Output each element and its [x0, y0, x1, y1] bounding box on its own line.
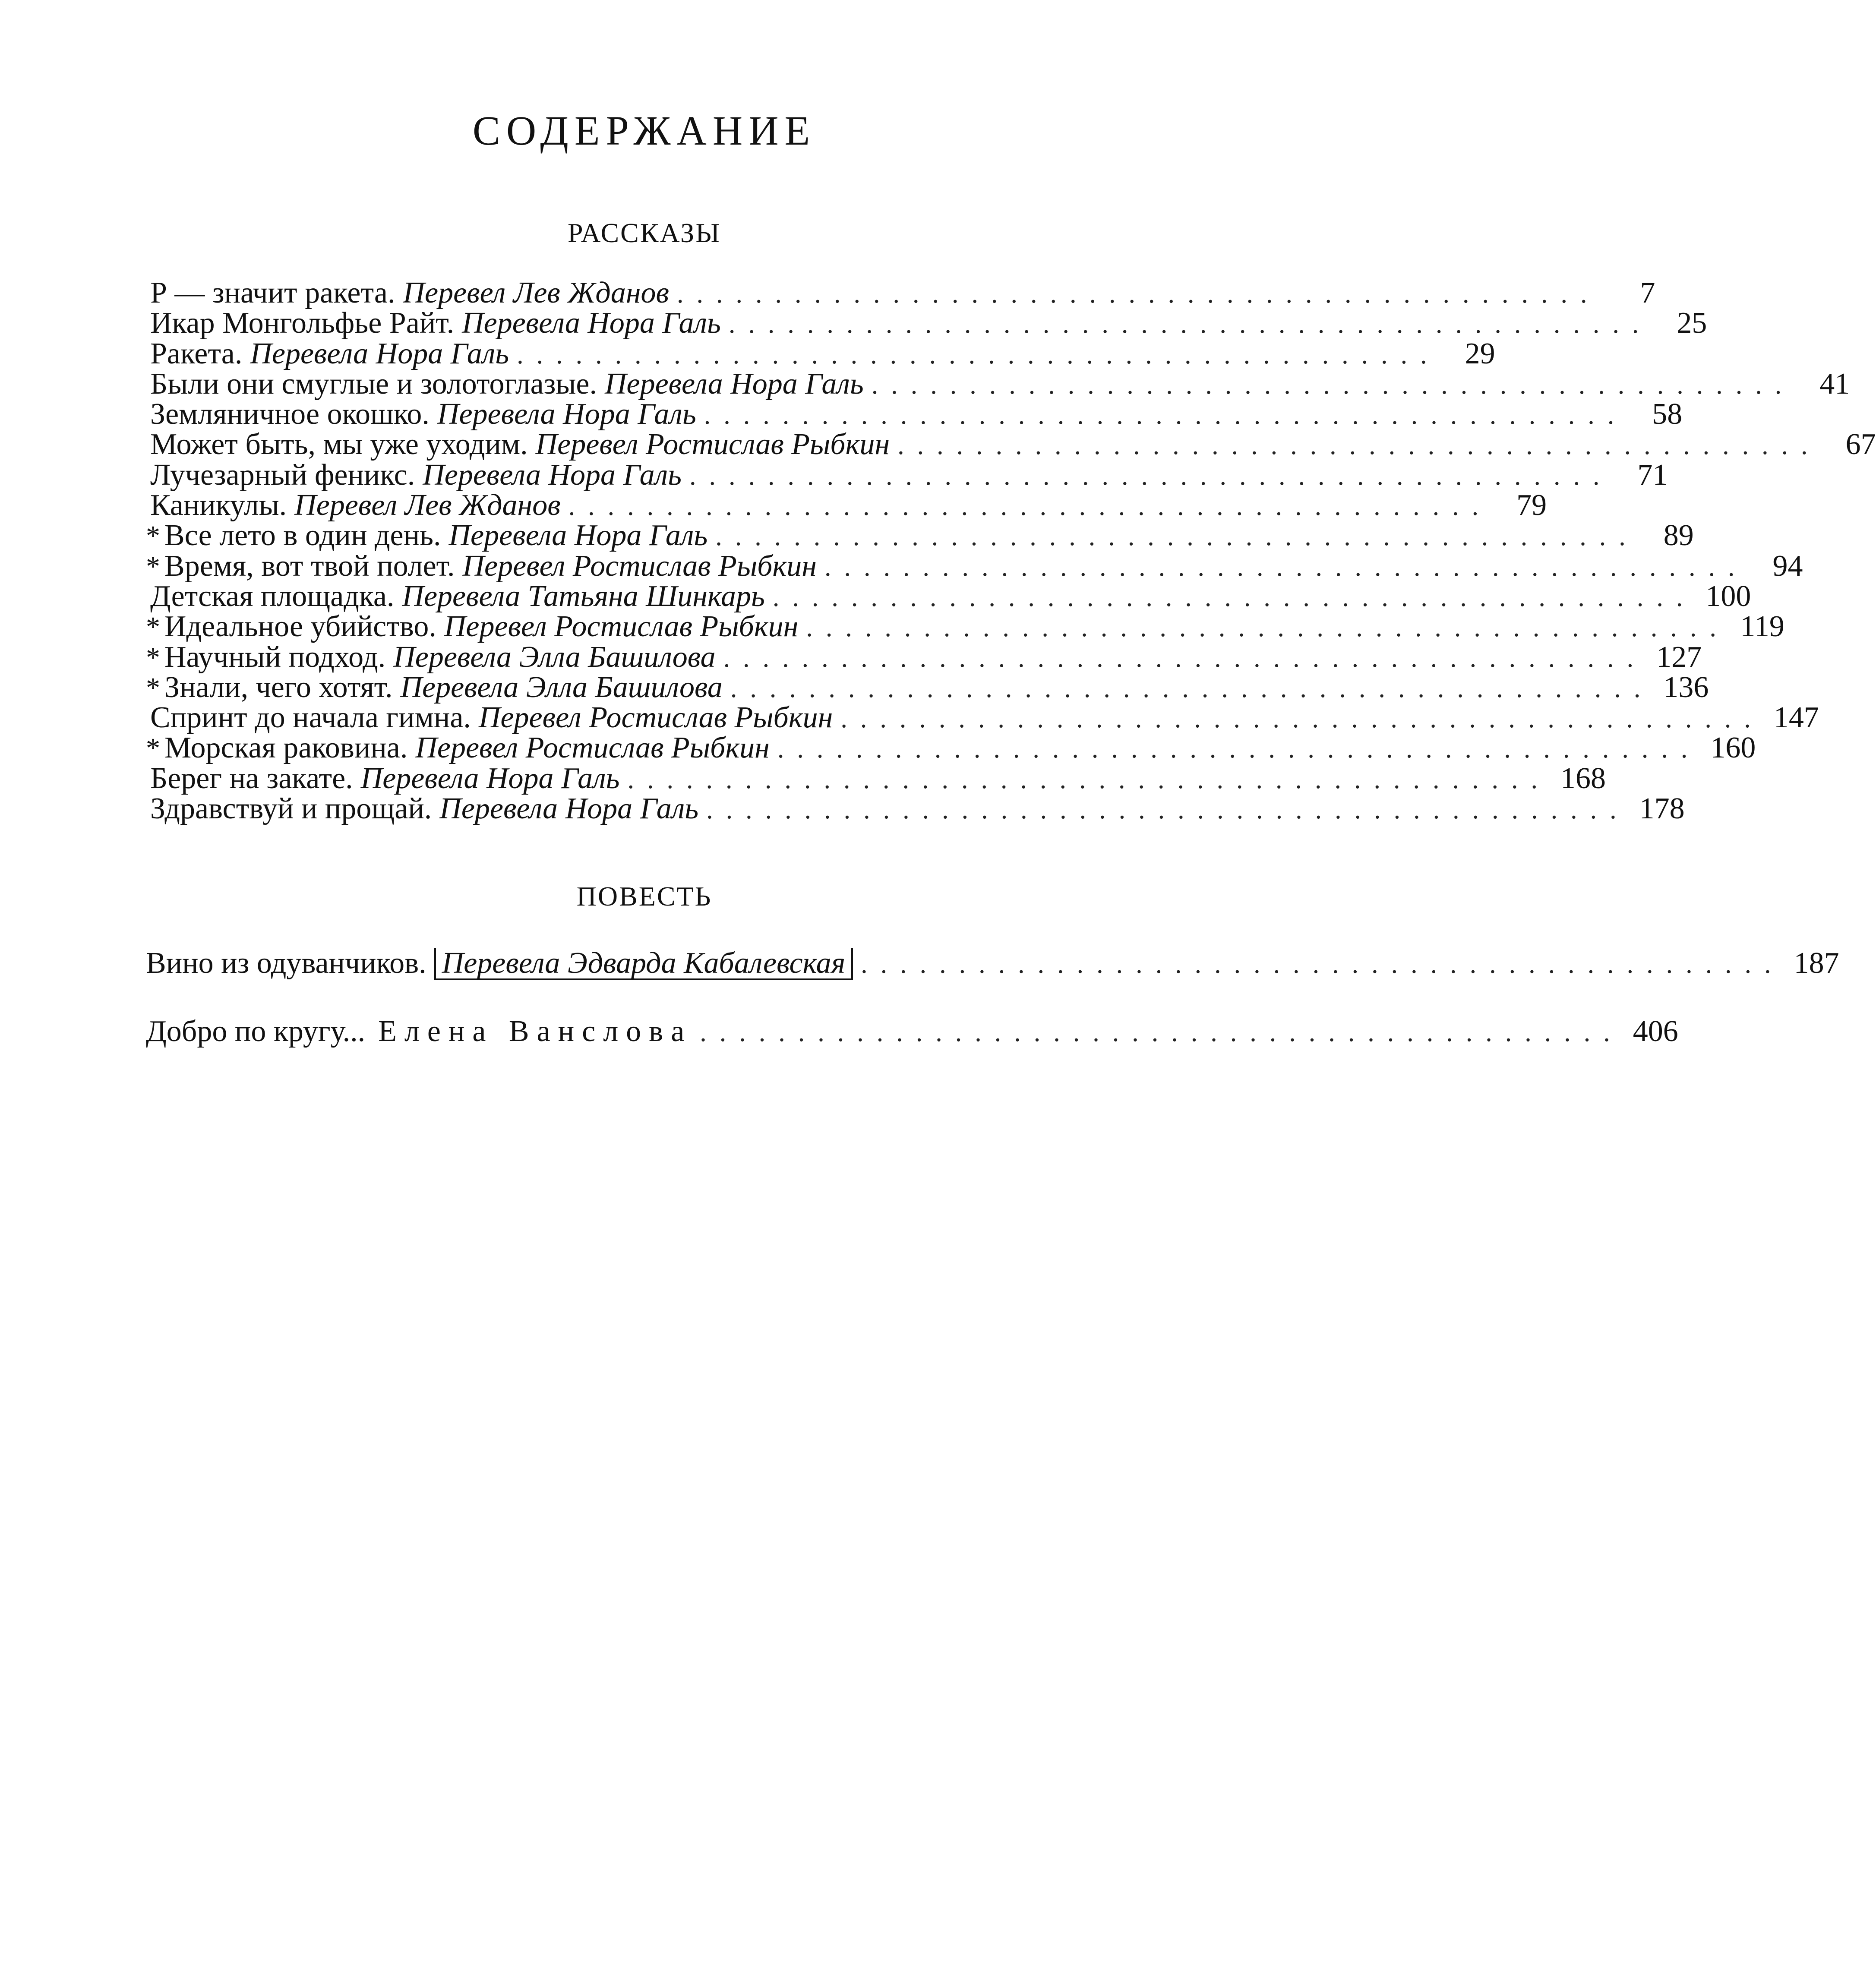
toc-entry[interactable]: [146, 367, 1850, 401]
toc-entry[interactable]: [146, 337, 1495, 370]
dot-leader: ...............................................: [689, 461, 1613, 491]
afterword-list: [146, 1015, 1678, 1048]
dot-leader: ...............................................: [806, 613, 1729, 643]
entry-translator: Перевела Нора Галь: [604, 367, 864, 401]
entry-page: 160: [1710, 731, 1756, 765]
entry-page: 58: [1652, 398, 1683, 431]
entry-title: Морская раковина.: [164, 731, 408, 765]
toc-entry[interactable]: [146, 761, 1606, 795]
entry-translator: Перевела Нора Галь: [439, 792, 699, 826]
entry-page: 41: [1819, 367, 1850, 401]
entry-translator: Перевела Нора Галь: [250, 337, 509, 370]
dot-leader: ...............................................: [723, 643, 1647, 673]
dot-leader: ...............................................: [676, 279, 1600, 309]
entry-title: Может быть, мы уже уходим.: [150, 428, 528, 461]
dot-leader: ...............................................: [706, 795, 1630, 825]
dot-leader: ...............................................: [777, 734, 1701, 764]
entry-title: Берег на закате.: [150, 761, 353, 795]
dot-leader: ...............................................: [568, 492, 1492, 521]
entry-mark: *: [146, 732, 160, 764]
dot-leader: ...............................................: [772, 582, 1696, 612]
entry-page: 178: [1639, 792, 1685, 826]
toc-entry[interactable]: [146, 947, 1839, 980]
entry-title: Лучезарный феникс.: [150, 458, 415, 492]
entry-title: Ракета.: [150, 337, 243, 370]
entry-page: 79: [1516, 489, 1547, 522]
entry-translator: Перевела Элла Башилова: [400, 670, 723, 704]
entry-page: 29: [1465, 337, 1495, 370]
entry-translator: Перевела Элла Башилова: [393, 640, 716, 674]
dot-leader: ...............................................: [861, 950, 1784, 979]
entry-mark: *: [146, 672, 160, 704]
section-heading-stories: РАССКАЗЫ: [568, 218, 721, 248]
entry-translator: Перевел Лев Жданов: [403, 276, 669, 309]
entry-title: Р — значит ракета.: [150, 276, 395, 309]
toc-entry[interactable]: [146, 306, 1707, 340]
entry-title: Время, вот твой полет.: [164, 549, 455, 583]
entry-page: 7: [1640, 276, 1655, 309]
entry-title: Земляничное окошко.: [150, 398, 430, 431]
entry-page: 136: [1663, 670, 1709, 704]
novella-list: [146, 947, 1839, 980]
entry-title: Научный подход.: [164, 640, 386, 674]
entry-title: Идеальное убийство.: [164, 610, 436, 644]
entry-translator: Перевел Ростислав Рыбкин: [535, 428, 890, 461]
section-heading-novella: ПОВЕСТЬ: [576, 881, 712, 912]
toc-entry[interactable]: [146, 549, 1803, 583]
entry-title: Икар Монгольфье Райт.: [150, 306, 455, 340]
toc-entry[interactable]: [146, 640, 1702, 674]
entry-mark: *: [146, 520, 160, 552]
entry-page: 100: [1705, 579, 1751, 613]
dot-leader: ...............................................: [728, 309, 1652, 339]
toc-entry[interactable]: [146, 731, 1756, 765]
entry-title: Детская площадка.: [150, 579, 395, 613]
afterword-title: Добро по кругу...: [146, 1015, 366, 1048]
afterword-author: Елена Вансловa: [378, 1015, 692, 1048]
dot-leader: ...............................................: [897, 431, 1821, 461]
toc-entry[interactable]: [146, 276, 1655, 309]
entry-page: 119: [1740, 610, 1784, 644]
toc-entry[interactable]: [146, 519, 1694, 552]
entry-translator: Перевел Ростислав Рыбкин: [478, 701, 833, 735]
entry-title: Спринт до начала гимна.: [150, 701, 471, 735]
entry-page: 25: [1677, 306, 1707, 340]
entry-title: Все лето в один день.: [164, 519, 441, 552]
entry-page: 147: [1773, 701, 1819, 735]
dot-leader: ...............................................: [627, 764, 1551, 794]
dot-leader: ...............................................: [840, 704, 1764, 734]
toc-entry[interactable]: [146, 670, 1709, 704]
entry-translator: Перевела Нора Галь: [437, 398, 696, 431]
entry-title: Знали, чего хотят.: [164, 670, 393, 704]
entry-mark: *: [146, 611, 160, 643]
entry-page: 187: [1794, 947, 1839, 980]
toc-entry[interactable]: [146, 489, 1547, 522]
afterword-page: 406: [1633, 1015, 1678, 1048]
toc-entry[interactable]: [146, 610, 1784, 644]
dot-leader: ...............................................: [824, 552, 1748, 582]
dot-leader: ...............................................: [715, 522, 1639, 552]
toc-entry[interactable]: [146, 792, 1685, 826]
toc-entry[interactable]: [146, 428, 1876, 461]
toc-entry-afterword[interactable]: [146, 1015, 1678, 1048]
entry-page: 94: [1772, 549, 1803, 583]
toc-entry[interactable]: [146, 398, 1683, 431]
entry-translator: Перевел Ростислав Рыбкин: [462, 549, 817, 583]
entry-page: 71: [1637, 458, 1668, 492]
dot-leader: ...............................................: [871, 370, 1795, 400]
page-title: СОДЕРЖАНИЕ: [472, 107, 816, 154]
dot-leader: ...............................................: [730, 673, 1654, 703]
entry-translator: Перевела Эдварда Кабалевская: [434, 948, 853, 980]
toc-entry[interactable]: [146, 579, 1751, 613]
entry-mark: *: [146, 641, 160, 673]
entry-translator: Перевел Ростислав Рыбкин: [415, 731, 770, 765]
dot-leader: ...............................................: [517, 340, 1440, 369]
entry-page: 168: [1560, 761, 1606, 795]
entry-translator: Перевела Нора Галь: [360, 761, 620, 795]
entry-translator: Перевела Нора Галь: [448, 519, 708, 552]
toc-entry[interactable]: [146, 458, 1668, 492]
entry-page: 67: [1845, 428, 1876, 461]
entry-translator: Перевел Ростислав Рыбкин: [444, 610, 799, 644]
entry-page: 89: [1663, 519, 1694, 552]
entry-page: 127: [1656, 640, 1702, 674]
stories-list: [146, 276, 1876, 826]
entry-translator: Перевел Лев Жданов: [294, 489, 561, 522]
dot-leader: ...............................................: [704, 401, 1627, 430]
entry-mark: *: [146, 550, 160, 582]
dot-leader: ...............................................: [700, 1018, 1623, 1047]
entry-title: Были они смуглые и золотоглазые.: [150, 367, 597, 401]
entry-title: Здравствуй и прощай.: [150, 792, 432, 826]
entry-translator: Перевела Нора Галь: [423, 458, 682, 492]
entry-title: Каникулы.: [150, 489, 287, 522]
entry-translator: Перевела Татьяна Шинкарь: [402, 579, 765, 613]
entry-title: Вино из одуванчиков.: [146, 947, 426, 980]
toc-entry[interactable]: [146, 701, 1819, 735]
entry-translator: Перевела Нора Галь: [462, 306, 721, 340]
